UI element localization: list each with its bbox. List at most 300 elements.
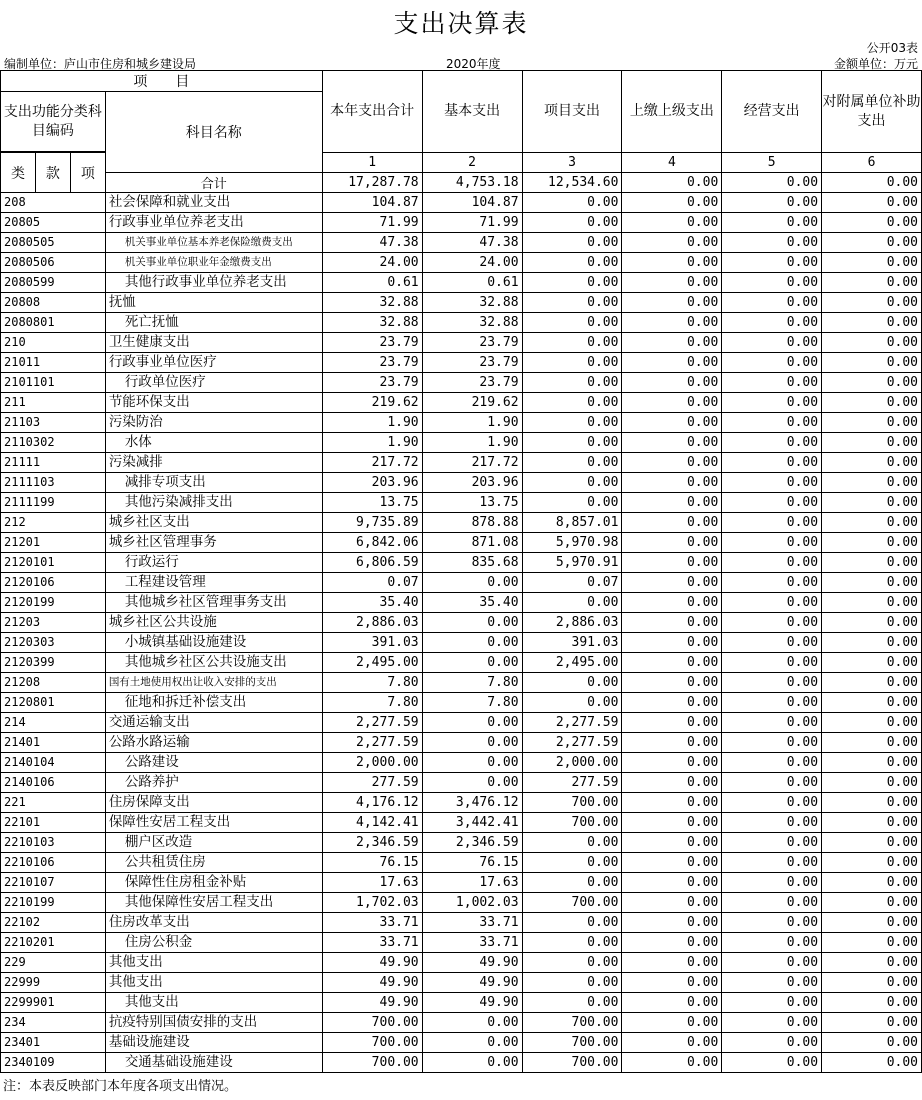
col-number: 2	[422, 153, 522, 173]
row-name: 交通基础设施建设	[105, 1053, 322, 1073]
table-row	[1, 193, 922, 213]
header-xiang: 项	[70, 153, 105, 193]
table-row	[1, 793, 922, 813]
table-row	[1, 713, 922, 733]
currency-unit: 金额单位：万元	[833, 57, 918, 71]
row-value: 47.38	[422, 233, 522, 253]
row-code: 212	[1, 513, 106, 533]
row-value: 0.00	[822, 793, 922, 813]
row-value: 23.79	[422, 333, 522, 353]
row-code: 21011	[1, 353, 106, 373]
row-value: 23.79	[322, 373, 422, 393]
table-row	[1, 433, 922, 453]
row-value: 0.00	[622, 353, 722, 373]
compiling-unit: 编制单位：庐山市住房和城乡建设局	[4, 57, 197, 71]
row-value: 0.00	[622, 1053, 722, 1073]
row-name: 污染减排	[105, 453, 322, 473]
row-value: 0.00	[722, 973, 822, 993]
table-row	[1, 453, 922, 473]
row-value: 0.00	[822, 953, 922, 973]
row-value: 32.88	[422, 313, 522, 333]
row-value: 0.00	[522, 293, 622, 313]
row-code: 23401	[1, 1033, 106, 1053]
row-value: 0.00	[622, 713, 722, 733]
header-col-basic: 基本支出	[422, 71, 522, 153]
table-row	[1, 213, 922, 233]
row-value: 871.08	[422, 533, 522, 553]
row-value: 0.00	[722, 533, 822, 553]
row-value: 0.00	[722, 293, 822, 313]
row-value: 0.00	[522, 913, 622, 933]
row-value: 0.00	[522, 453, 622, 473]
row-value: 2,346.59	[322, 833, 422, 853]
row-value: 49.90	[322, 953, 422, 973]
row-code: 2340109	[1, 1053, 106, 1073]
row-value: 0.00	[622, 293, 722, 313]
row-value: 0.00	[822, 693, 922, 713]
row-value: 203.96	[422, 473, 522, 493]
row-value: 203.96	[322, 473, 422, 493]
table-body	[1, 193, 922, 1073]
row-value: 0.00	[822, 833, 922, 853]
table-row	[1, 773, 922, 793]
row-value: 2,000.00	[322, 753, 422, 773]
row-value: 1.90	[422, 413, 522, 433]
row-value: 0.00	[622, 493, 722, 513]
row-code: 2210106	[1, 853, 106, 873]
header-col-project: 项目支出	[522, 71, 622, 153]
table-row	[1, 333, 922, 353]
row-value: 0.00	[622, 933, 722, 953]
row-value: 0.00	[822, 453, 922, 473]
row-value: 35.40	[422, 593, 522, 613]
row-value: 0.00	[522, 253, 622, 273]
row-value: 0.00	[822, 973, 922, 993]
row-code: 234	[1, 1013, 106, 1033]
table-row	[1, 373, 922, 393]
row-value: 2,000.00	[522, 753, 622, 773]
row-value: 0.00	[722, 653, 822, 673]
row-value: 71.99	[422, 213, 522, 233]
header-lei: 类	[1, 153, 36, 193]
row-name: 水体	[105, 433, 322, 453]
col-number: 5	[722, 153, 822, 173]
row-value: 2,495.00	[322, 653, 422, 673]
table-row	[1, 253, 922, 273]
row-value: 277.59	[522, 773, 622, 793]
table-row	[1, 393, 922, 413]
row-value: 0.00	[722, 833, 822, 853]
row-value: 0.00	[822, 1053, 922, 1073]
table-row	[1, 513, 922, 533]
row-value: 0.00	[622, 853, 722, 873]
row-value: 0.00	[622, 693, 722, 713]
row-value: 0.00	[522, 933, 622, 953]
row-value: 76.15	[322, 853, 422, 873]
row-value: 24.00	[322, 253, 422, 273]
row-value: 0.00	[722, 273, 822, 293]
row-value: 33.71	[322, 913, 422, 933]
table-row	[1, 1053, 922, 1073]
row-value: 0.00	[722, 873, 822, 893]
row-value: 0.00	[622, 893, 722, 913]
row-value: 0.00	[422, 1013, 522, 1033]
row-value: 0.00	[522, 353, 622, 373]
row-value: 23.79	[422, 353, 522, 373]
row-value: 0.00	[822, 873, 922, 893]
row-value: 0.00	[822, 713, 922, 733]
total-value: 0.00	[722, 173, 822, 193]
row-value: 35.40	[322, 593, 422, 613]
row-value: 0.00	[622, 533, 722, 553]
row-value: 0.00	[822, 813, 922, 833]
row-value: 0.00	[822, 213, 922, 233]
row-value: 0.61	[322, 273, 422, 293]
table-row	[1, 293, 922, 313]
row-value: 4,176.12	[322, 793, 422, 813]
row-value: 0.00	[722, 233, 822, 253]
row-value: 49.90	[422, 973, 522, 993]
row-name: 机关事业单位职业年金缴费支出	[105, 253, 322, 273]
row-value: 0.00	[722, 193, 822, 213]
row-code: 2111103	[1, 473, 106, 493]
row-code: 2120106	[1, 573, 106, 593]
row-value: 0.00	[622, 193, 722, 213]
row-code: 229	[1, 953, 106, 973]
row-value: 104.87	[322, 193, 422, 213]
row-value: 0.00	[722, 633, 822, 653]
table-row	[1, 353, 922, 373]
row-name: 抗疫特别国债安排的支出	[105, 1013, 322, 1033]
row-code: 2210107	[1, 873, 106, 893]
row-value: 0.00	[722, 1033, 822, 1053]
row-value: 0.00	[722, 673, 822, 693]
row-value: 217.72	[422, 453, 522, 473]
table-row	[1, 673, 922, 693]
row-name: 住房改革支出	[105, 913, 322, 933]
row-name: 行政单位医疗	[105, 373, 322, 393]
row-value: 23.79	[322, 333, 422, 353]
row-code: 21103	[1, 413, 106, 433]
row-value: 2,277.59	[322, 713, 422, 733]
row-code: 2080505	[1, 233, 106, 253]
row-code: 221	[1, 793, 106, 813]
row-name: 行政事业单位医疗	[105, 353, 322, 373]
header-col-subsidy: 对附属单位补助支出	[822, 71, 922, 153]
row-name: 其他保障性安居工程支出	[105, 893, 322, 913]
row-value: 24.00	[422, 253, 522, 273]
row-code: 20808	[1, 293, 106, 313]
row-value: 0.00	[722, 433, 822, 453]
row-value: 0.00	[522, 233, 622, 253]
row-code: 210	[1, 333, 106, 353]
row-code: 2299901	[1, 993, 106, 1013]
row-value: 700.00	[522, 793, 622, 813]
row-value: 0.00	[422, 633, 522, 653]
row-value: 0.00	[522, 873, 622, 893]
row-value: 0.00	[822, 313, 922, 333]
row-value: 23.79	[422, 373, 522, 393]
row-value: 0.00	[722, 933, 822, 953]
table-row	[1, 1013, 922, 1033]
row-value: 0.00	[622, 793, 722, 813]
row-code: 21111	[1, 453, 106, 473]
row-name: 其他支出	[105, 953, 322, 973]
row-value: 0.00	[822, 393, 922, 413]
col-number: 6	[822, 153, 922, 173]
row-value: 0.00	[522, 593, 622, 613]
row-value: 0.00	[622, 773, 722, 793]
row-value: 0.00	[722, 913, 822, 933]
table-row	[1, 593, 922, 613]
row-value: 0.00	[622, 1013, 722, 1033]
row-value: 4,142.41	[322, 813, 422, 833]
row-value: 0.00	[822, 373, 922, 393]
table-row	[1, 493, 922, 513]
row-value: 76.15	[422, 853, 522, 873]
row-value: 0.00	[622, 393, 722, 413]
row-value: 0.00	[622, 593, 722, 613]
row-value: 0.00	[622, 233, 722, 253]
row-value: 0.00	[722, 853, 822, 873]
table-row	[1, 1033, 922, 1053]
row-value: 0.00	[622, 513, 722, 533]
table-row	[1, 853, 922, 873]
row-value: 0.00	[522, 313, 622, 333]
row-value: 0.00	[522, 373, 622, 393]
row-value: 8,857.01	[522, 513, 622, 533]
row-value: 6,806.59	[322, 553, 422, 573]
row-value: 217.72	[322, 453, 422, 473]
header-col-total: 本年支出合计	[322, 71, 422, 153]
row-name: 机关事业单位基本养老保险缴费支出	[105, 233, 322, 253]
row-value: 0.00	[722, 893, 822, 913]
header-col-operation: 经营支出	[722, 71, 822, 153]
row-value: 32.88	[322, 293, 422, 313]
col-number: 1	[322, 153, 422, 173]
row-name: 征地和拆迁补偿支出	[105, 693, 322, 713]
row-value: 391.03	[522, 633, 622, 653]
row-value: 0.00	[422, 753, 522, 773]
row-value: 0.07	[322, 573, 422, 593]
row-value: 0.00	[622, 273, 722, 293]
row-name: 城乡社区支出	[105, 513, 322, 533]
row-value: 0.00	[622, 573, 722, 593]
row-name: 行政运行	[105, 553, 322, 573]
row-name: 工程建设管理	[105, 573, 322, 593]
row-code: 2080801	[1, 313, 106, 333]
table-row	[1, 753, 922, 773]
row-value: 1,002.03	[422, 893, 522, 913]
row-value: 0.00	[622, 313, 722, 333]
row-value: 391.03	[322, 633, 422, 653]
row-value: 0.00	[722, 413, 822, 433]
table-row	[1, 933, 922, 953]
row-value: 0.00	[822, 293, 922, 313]
row-value: 0.00	[622, 673, 722, 693]
row-value: 0.00	[822, 613, 922, 633]
row-value: 32.88	[322, 313, 422, 333]
row-name: 保障性住房租金补贴	[105, 873, 322, 893]
row-name: 公路水路运输	[105, 733, 322, 753]
row-value: 0.00	[822, 1013, 922, 1033]
row-value: 0.00	[822, 673, 922, 693]
row-value: 0.00	[822, 493, 922, 513]
row-value: 0.00	[522, 833, 622, 853]
row-value: 700.00	[522, 1033, 622, 1053]
row-value: 0.00	[622, 433, 722, 453]
row-value: 0.00	[722, 1013, 822, 1033]
row-value: 3,442.41	[422, 813, 522, 833]
row-value: 878.88	[422, 513, 522, 533]
table-row	[1, 653, 922, 673]
row-value: 700.00	[322, 1033, 422, 1053]
row-value: 0.00	[722, 353, 822, 373]
row-value: 0.00	[822, 353, 922, 373]
row-value: 0.00	[422, 1053, 522, 1073]
row-value: 0.00	[622, 873, 722, 893]
header-item: 项 目	[1, 71, 323, 92]
table-row	[1, 813, 922, 833]
row-value: 0.00	[622, 653, 722, 673]
row-value: 0.00	[422, 653, 522, 673]
row-value: 0.00	[822, 473, 922, 493]
table-row	[1, 693, 922, 713]
row-name: 社会保障和就业支出	[105, 193, 322, 213]
row-value: 0.00	[422, 613, 522, 633]
table-row	[1, 633, 922, 653]
row-name: 住房公积金	[105, 933, 322, 953]
row-value: 0.00	[822, 553, 922, 573]
row-code: 22102	[1, 913, 106, 933]
row-value: 71.99	[322, 213, 422, 233]
table-row	[1, 553, 922, 573]
row-name: 公共租赁住房	[105, 853, 322, 873]
row-value: 700.00	[322, 1053, 422, 1073]
row-value: 0.00	[622, 973, 722, 993]
row-name: 国有土地使用权出让收入安排的支出	[105, 673, 322, 693]
row-code: 22101	[1, 813, 106, 833]
row-value: 0.00	[622, 1033, 722, 1053]
row-name: 公路养护	[105, 773, 322, 793]
row-value: 0.00	[822, 433, 922, 453]
row-name: 卫生健康支出	[105, 333, 322, 353]
row-code: 2210199	[1, 893, 106, 913]
row-code: 214	[1, 713, 106, 733]
row-code: 21203	[1, 613, 106, 633]
row-value: 13.75	[422, 493, 522, 513]
row-value: 9,735.89	[322, 513, 422, 533]
row-code: 2140106	[1, 773, 106, 793]
row-value: 0.00	[422, 773, 522, 793]
row-value: 0.00	[722, 213, 822, 233]
row-code: 2080599	[1, 273, 106, 293]
row-name: 交通运输支出	[105, 713, 322, 733]
row-value: 0.00	[822, 733, 922, 753]
row-value: 0.00	[522, 273, 622, 293]
row-name: 其他行政事业单位养老支出	[105, 273, 322, 293]
row-name: 小城镇基础设施建设	[105, 633, 322, 653]
row-code: 2210201	[1, 933, 106, 953]
row-value: 0.00	[622, 413, 722, 433]
row-name: 城乡社区管理事务	[105, 533, 322, 553]
row-value: 0.00	[722, 593, 822, 613]
row-value: 0.00	[622, 913, 722, 933]
row-value: 0.00	[522, 393, 622, 413]
row-value: 2,277.59	[322, 733, 422, 753]
row-code: 22999	[1, 973, 106, 993]
row-name: 棚户区改造	[105, 833, 322, 853]
row-value: 0.00	[422, 713, 522, 733]
row-value: 0.00	[522, 673, 622, 693]
row-value: 0.00	[722, 713, 822, 733]
row-value: 0.00	[822, 893, 922, 913]
row-value: 0.00	[522, 433, 622, 453]
row-value: 0.00	[722, 733, 822, 753]
row-value: 104.87	[422, 193, 522, 213]
table-row	[1, 973, 922, 993]
row-value: 0.00	[622, 373, 722, 393]
row-value: 2,495.00	[522, 653, 622, 673]
row-value: 17.63	[422, 873, 522, 893]
total-value: 0.00	[622, 173, 722, 193]
row-value: 2,346.59	[422, 833, 522, 853]
row-name: 其他城乡社区管理事务支出	[105, 593, 322, 613]
col-number: 3	[522, 153, 622, 173]
row-value: 0.00	[822, 633, 922, 653]
row-value: 49.90	[322, 973, 422, 993]
row-value: 0.00	[722, 493, 822, 513]
table-row	[1, 573, 922, 593]
row-name: 抚恤	[105, 293, 322, 313]
row-value: 0.00	[822, 853, 922, 873]
table-row	[1, 413, 922, 433]
row-value: 0.00	[722, 513, 822, 533]
row-value: 0.00	[722, 553, 822, 573]
row-value: 1.90	[322, 413, 422, 433]
footnote: 注：本表反映部门本年度各项支出情况。	[3, 1079, 238, 1094]
row-value: 0.07	[522, 573, 622, 593]
row-name: 城乡社区公共设施	[105, 613, 322, 633]
row-value: 0.00	[822, 413, 922, 433]
row-code: 2120101	[1, 553, 106, 573]
row-value: 0.00	[722, 333, 822, 353]
row-value: 700.00	[322, 1013, 422, 1033]
row-value: 700.00	[522, 893, 622, 913]
row-value: 0.00	[522, 853, 622, 873]
row-value: 17.63	[322, 873, 422, 893]
row-value: 0.00	[622, 253, 722, 273]
row-value: 0.00	[522, 953, 622, 973]
row-code: 2120801	[1, 693, 106, 713]
meta-line	[0, 55, 922, 70]
col-number: 4	[622, 153, 722, 173]
row-value: 7.80	[422, 693, 522, 713]
row-code: 21208	[1, 673, 106, 693]
row-value: 0.00	[722, 993, 822, 1013]
table-row	[1, 893, 922, 913]
row-value: 0.00	[522, 493, 622, 513]
row-value: 5,970.98	[522, 533, 622, 553]
total-label: 合计	[105, 173, 322, 193]
row-value: 0.00	[822, 233, 922, 253]
total-value: 12,534.60	[522, 173, 622, 193]
row-value: 0.00	[722, 813, 822, 833]
row-value: 0.00	[522, 333, 622, 353]
row-code: 2120399	[1, 653, 106, 673]
row-value: 219.62	[322, 393, 422, 413]
row-name: 节能环保支出	[105, 393, 322, 413]
